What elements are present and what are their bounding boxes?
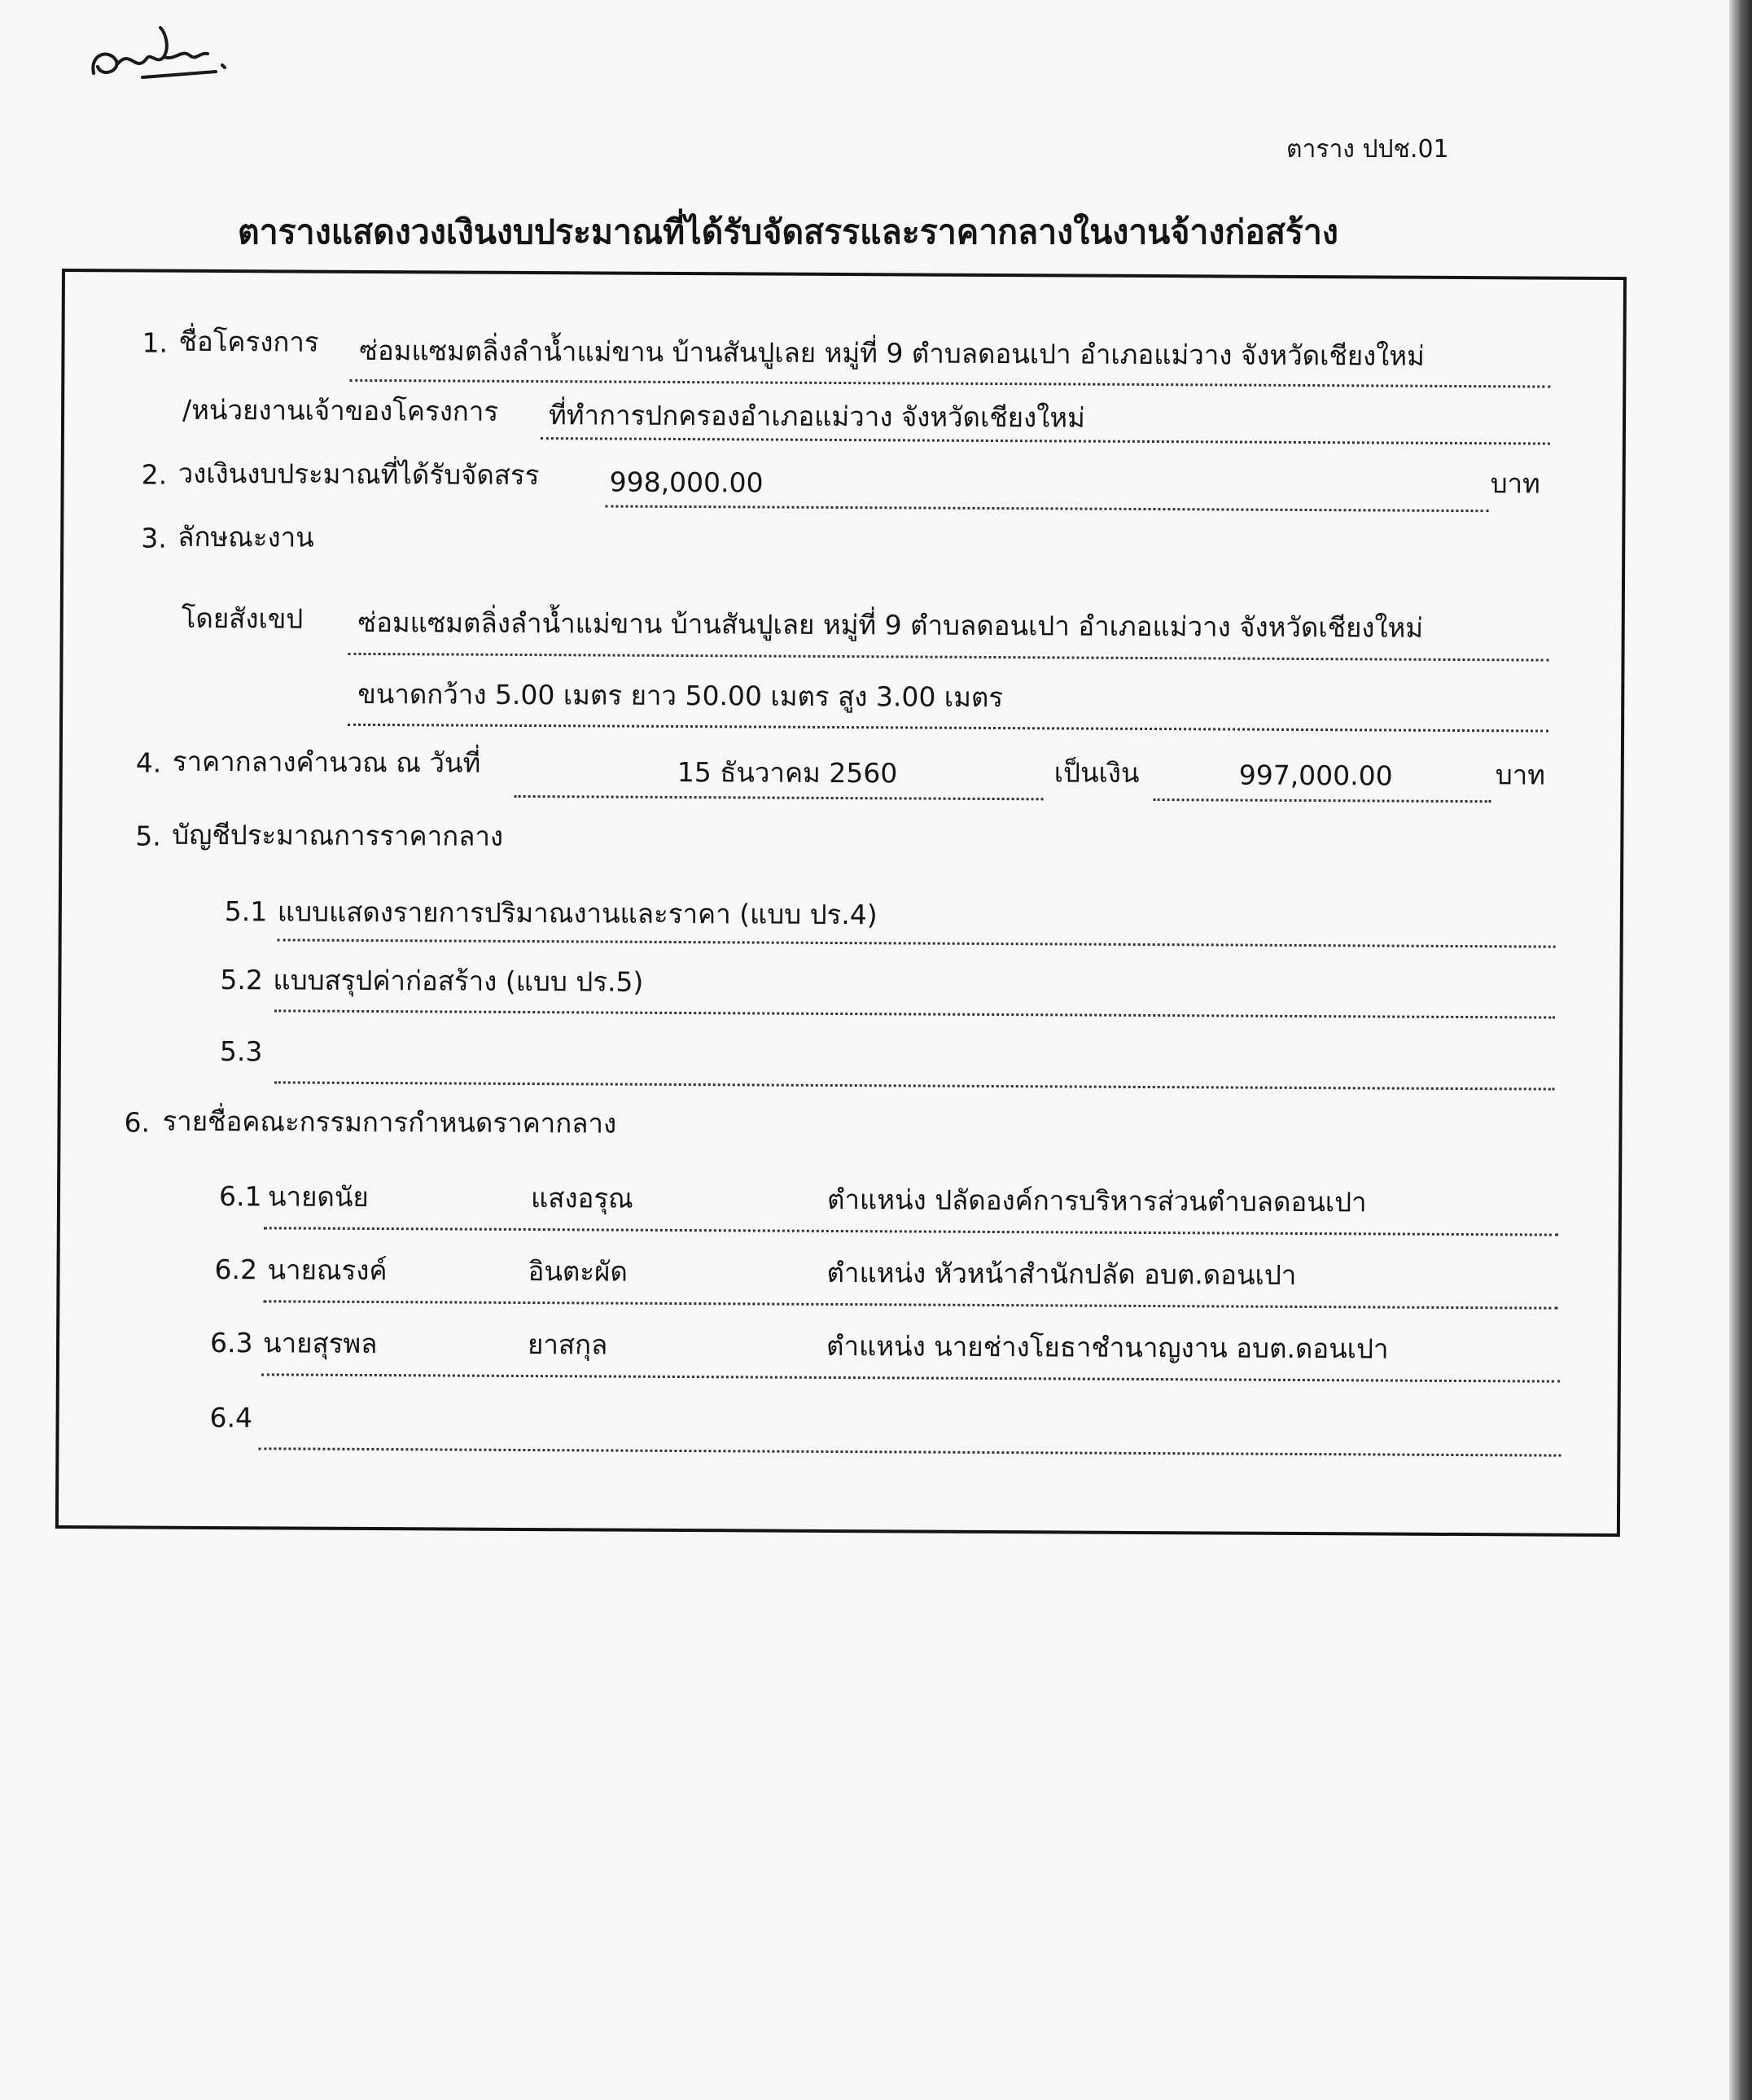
item6-label: รายชื่อคณะกรรมการกำหนดราคากลาง: [162, 1105, 617, 1140]
member-4-dotted-line: [258, 1447, 1561, 1456]
item5-label: บัญชีประมาณการราคากลาง: [172, 818, 504, 852]
budget-amount: 998,000.00: [609, 466, 764, 499]
item3-summary-label: โดยสังเขป: [181, 602, 304, 635]
member-1-position: ตำแหน่ง ปลัดองค์การบริหารส่วนตำบลดอนเปา: [826, 1183, 1367, 1218]
member-3-first-name: นายสุรพล: [262, 1327, 378, 1360]
member-3-position: ตำแหน่ง นายช่างโยธาชำนาญงาน อบต.ดอนเปา: [826, 1329, 1389, 1365]
item3-description-line1: ซ่อมแซมตลิ่งลำน้ำแม่ขาน บ้านสันปูเลย หมู่ที่ 9 ตำบลดอนเปา อำเภอแม่วาง จังหวัดเชียงใหม่: [357, 606, 1424, 644]
member-3-last-name: ยาสกุล: [527, 1328, 608, 1361]
member-2-number: 6.2: [214, 1253, 258, 1286]
member-1-last-name: แสงอรุณ: [530, 1182, 633, 1214]
page-edge-shadow: [1729, 0, 1752, 2100]
document-title: ตารางแสดงวงเงินงบประมาณที่ได้รับจัดสรรและราคากลางในงานจ้างก่อสร้าง: [238, 212, 1338, 252]
member-1-dotted-line: [264, 1227, 1558, 1236]
item5-1-dotted-line: [278, 938, 1556, 947]
item3-dotted-line-2: [348, 724, 1548, 733]
item1-label: ชื่อโครงการ: [178, 325, 319, 358]
member-2-first-name: นายณรงค์: [267, 1253, 388, 1287]
item3-dotted-line-1: [348, 653, 1549, 662]
item5-2-dotted-line: [274, 1009, 1555, 1018]
item4-label: ราคากลางคำนวณ ณ วันที่: [172, 745, 481, 779]
reference-price-date: 15 ธันวาคม 2560: [677, 755, 898, 790]
item5-1-number: 5.1: [224, 895, 268, 928]
item4-unit: บาท: [1495, 759, 1546, 791]
member-3-number: 6.3: [209, 1326, 253, 1359]
item4-date-dotted-line: [515, 795, 1044, 800]
item5-3-number: 5.3: [219, 1035, 263, 1068]
item4-number: 4.: [135, 746, 162, 779]
item2-number: 2.: [141, 458, 168, 491]
member-1-number: 6.1: [218, 1180, 262, 1213]
member-3-dotted-line: [261, 1373, 1560, 1382]
item1-project-name: ซ่อมแซมตลิ่งลำน้ำแม่ขาน บ้านสันปูเลย หมู่ที่ 9 ตำบลดอนเปา อำเภอแม่วาง จังหวัดเชียงใหม่: [359, 334, 1425, 372]
reference-price-amount: 997,000.00: [1238, 759, 1393, 792]
item3-number: 3.: [141, 522, 167, 554]
item1-number: 1.: [142, 326, 169, 359]
item6-number: 6.: [124, 1106, 151, 1139]
item1-agency-dotted-line: [541, 437, 1550, 444]
handwritten-signature: [85, 16, 232, 93]
member-2-dotted-line: [263, 1300, 1557, 1309]
member-2-position: ตำแหน่ง หัวหน้าสำนักปลัด อบต.ดอนเปา: [826, 1256, 1297, 1291]
item2-label: วงเงินงบประมาณที่ได้รับจัดสรร: [177, 457, 540, 492]
item1-agency-value: ที่ทำการปกครองอำเภอแม่วาง จังหวัดเชียงใหม่: [548, 399, 1085, 434]
item4-amount-dotted-line: [1154, 798, 1491, 803]
item3-description-line2: ขนาดกว้าง 5.00 เมตร ยาว 50.00 เมตร สูง 3.00 เมตร: [357, 677, 1004, 714]
member-2-last-name: อินตะผัด: [528, 1255, 628, 1288]
item5-1-text: แบบแสดงรายการปริมาณงานและราคา (แบบ ปร.4): [277, 895, 878, 931]
item5-number: 5.: [135, 820, 161, 852]
member-4-number: 6.4: [209, 1401, 253, 1434]
item2-dotted-line: [605, 505, 1488, 512]
item4-amount-label: เป็นเงิน: [1053, 756, 1140, 789]
form-frame: [55, 269, 1627, 1537]
member-1-first-name: นายดนัย: [267, 1180, 369, 1213]
form-code: ตาราง ปปช.01: [1286, 135, 1449, 164]
item2-unit: บาท: [1490, 467, 1540, 500]
item1-agency-label: /หน่วยงานเจ้าของโครงการ: [182, 393, 499, 427]
item3-label: ลักษณะงาน: [177, 520, 314, 553]
item5-3-dotted-line: [274, 1081, 1555, 1090]
item1-dotted-line: [349, 379, 1550, 388]
item5-2-number: 5.2: [220, 964, 264, 996]
item5-2-text: แบบสรุปค่าก่อสร้าง (แบบ ปร.5): [273, 964, 644, 998]
